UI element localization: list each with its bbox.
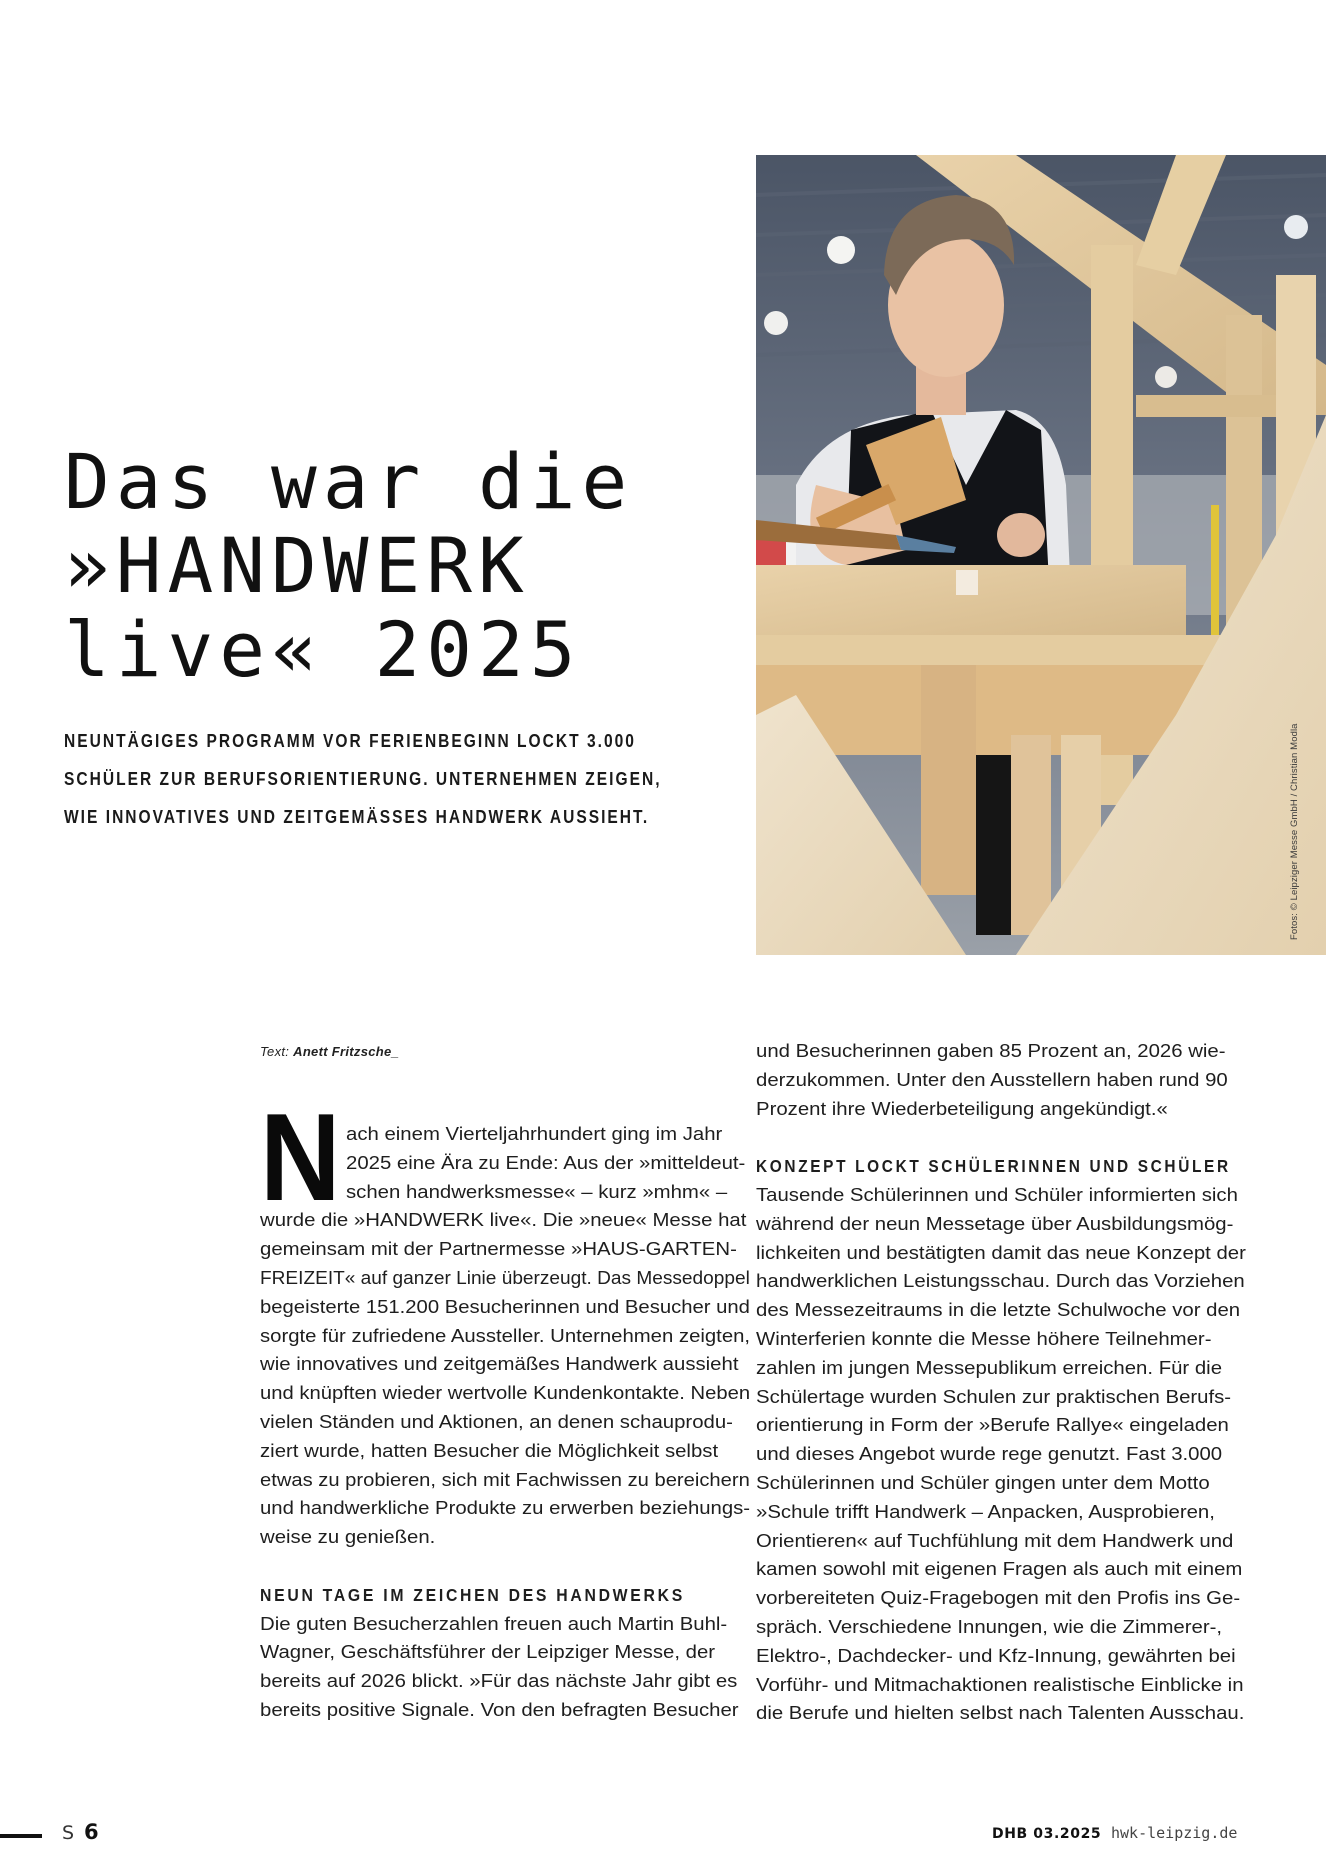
text-line: ziert wurde, hatten Besucher die Möglichkeit selbst [260,1439,719,1461]
paragraph-gap [756,1123,1246,1152]
text-line: FREIZEIT« auf ganzer Linie überzeugt. Das Messedoppel [260,1266,750,1288]
text-line: und handwerkliche Produkte zu erwerben beziehungs- [260,1497,751,1519]
text-line: zahlen im jungen Messepublikum erreichen. Für die [756,1356,1223,1378]
byline-label: Text: [260,1044,290,1059]
photo-credit: Fotos: © Leipziger Messe GmbH / Christian Modla [1289,723,1300,940]
deck-line: SCHÜLER ZUR BERUFSORIENTIERUNG. UNTERNEHMEN ZEIGEN, [64,768,662,789]
text-line: orientierung in Form der »Berufe Rallye« eingeladen [756,1414,1229,1436]
paragraph-gap [260,1552,750,1581]
text-line: Prozent ihre Wiederbeteiligung angekündigt.« [756,1097,1168,1119]
text-line: spräch. Verschiedene Innungen, wie die Zimmerer-, [756,1615,1223,1637]
text-line: Wagner, Geschäftsführer der Leipziger Messe, der [260,1641,716,1663]
text-line: lichkeiten und bestätigten damit das neue Konzept der [756,1241,1246,1263]
text-line: Tausende Schülerinnen und Schüler informierten sich [756,1183,1238,1205]
text-line: wurde die »HANDWERK live«. Die »neue« Messe hat [260,1209,747,1231]
website-link[interactable]: hwk-leipzig.de [1111,1824,1238,1842]
text-line: sorgte für zufriedene Aussteller. Unternehmen zeigten, [260,1324,751,1346]
text-line: vielen Ständen und Aktionen, an denen schauprodu- [260,1410,733,1432]
subheading: KONZEPT LOCKT SCHÜLERINNEN UND SCHÜLER [756,1156,1231,1177]
byline [260,1044,399,1059]
text-line: Elektro-, Dachdecker- und Kfz-Innung, gewährten bei [756,1644,1236,1666]
text-line: Winterferien konnte die Messe höhere Teilnehmer- [756,1327,1212,1349]
article-column-left [260,1120,750,1725]
deck-line: WIE INNOVATIVES UND ZEITGEMÄSSES HANDWERK AUSSIEHT. [64,806,650,827]
text-line: vorbereiteten Quiz-Fragebogen mit den Profis ins Ge- [756,1587,1241,1609]
text-line: ach einem Vierteljahrhundert ging im Jahr [346,1123,723,1144]
article-headline [64,437,684,694]
text-line: wie innovatives und zeitgemäßes Handwerk aussieht [260,1353,739,1375]
text-line: gemeinsam mit der Partnermesse »HAUS-GARTEN- [260,1238,737,1260]
text-line: 2025 eine Ära zu Ende: Aus der »mitteldeut- [346,1151,746,1173]
text-line: »Schule trifft Handwerk – Anpacken, Ausprobieren, [756,1500,1215,1522]
text-line: die Berufe und hielten selbst nach Talenten Ausschau. [756,1702,1245,1724]
text-line: während der neun Messetage über Ausbildungsmög- [756,1212,1234,1234]
text-line: des Messezeitraums in die letzte Schulwoche vor den [756,1299,1241,1321]
subheading: NEUN TAGE IM ZEICHEN DES HANDWERKS [260,1584,685,1605]
hero-photo [756,155,1326,955]
article-deck [64,722,662,836]
text-line: kamen sowohl mit eigenen Fragen als auch mit einem [756,1558,1243,1580]
text-line: weise zu genießen. [260,1526,436,1548]
issue-label: DHB 03.2025 [992,1826,1102,1842]
footer-rule [0,1834,42,1838]
drop-cap: N [260,1089,341,1227]
deck-line: NEUNTÄGIGES PROGRAMM VOR FERIENBEGINN LOCKT 3.000 [64,730,636,751]
headline-line: »HANDWERK [64,521,530,610]
text-line: derzukommen. Unter den Ausstellern haben rund 90 [756,1068,1228,1090]
text-line: bereits auf 2026 blickt. »Für das nächste Jahr gibt es [260,1670,738,1692]
byline-author: Anett Fritzsche_ [293,1044,400,1059]
text-line: und knüpften wieder wertvolle Kundenkontakte. Neben [260,1382,751,1404]
text-line: begeisterte 151.200 Besucherinnen und Besucher und [260,1295,750,1317]
text-line: und dieses Angebot wurde rege genutzt. Fast 3.000 [756,1443,1223,1465]
text-line: Schülerinnen und Schüler gingen unter dem Motto [756,1471,1210,1493]
text-line: bereits positive Signale. Von den befragten Besucher [260,1698,739,1720]
carpenter-photo-illustration [756,155,1326,955]
text-line: handwerklichen Leistungsschau. Durch das Vorziehen [756,1270,1245,1292]
text-line: Orientieren« auf Tuchfühlung mit dem Handwerk und [756,1529,1234,1551]
page-prefix: S [62,1822,75,1844]
headline-line: Das war die [64,437,634,526]
text-line: Schülertage wurden Schulen zur praktischen Berufs- [756,1385,1232,1407]
headline-line: live« 2025 [64,605,582,694]
text-line: etwas zu probieren, sich mit Fachwissen zu bereichern [260,1468,750,1490]
page-number: 6 [84,1820,99,1844]
text-line: schen handwerksmesse« – kurz »mhm« – [346,1180,728,1202]
text-line: Die guten Besucherzahlen freuen auch Martin Buhl- [260,1612,728,1634]
text-line: und Besucherinnen gaben 85 Prozent an, 2026 wie- [756,1040,1226,1061]
article-column-right [756,1037,1246,1728]
text-line: Vorführ- und Mitmachaktionen realistische Einblicke in [756,1673,1244,1695]
